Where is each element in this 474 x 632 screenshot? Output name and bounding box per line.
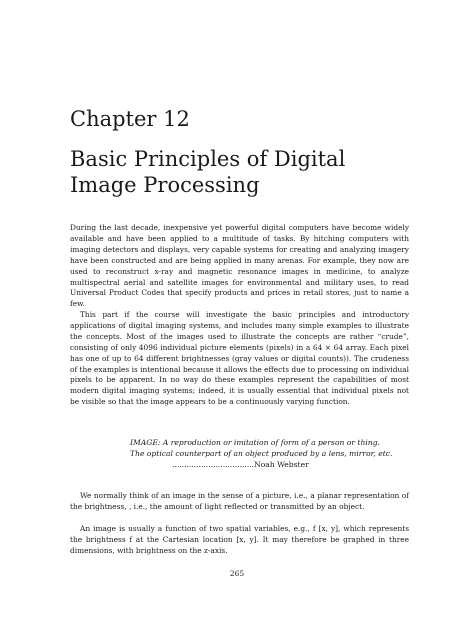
epigraph-quote: [130, 438, 400, 470]
quote-line: IMAGE: A reproduction or imitation of form of a person or thing.: [130, 438, 380, 447]
quote-line: The optical counterpart of an object produced by a lens, mirror, etc.: [130, 448, 393, 458]
quote-attribution: ..................................Noah Webster: [172, 459, 309, 469]
chapter-label: Chapter 12: [70, 107, 190, 131]
page-number: 265: [229, 569, 245, 578]
chapter-title: Basic Principles of Digital Image Processing: [70, 147, 346, 197]
body-paragraph: We normally think of an image in the sense of a picture, i.e., a planar representation of the brightness, , i.e., the amount of light reflected or transmitted by an object.: [70, 491, 409, 511]
body-paragraph: During the last decade, inexpensive yet powerful digital computers have become widely available and have been applied to a multitude of tasks. By hitching computers with imaging detectors and displays, very capable systems for creating and analyzing imagery have been constructed and are being applied in many arenas. For example, they now are used to reconstruct x-ray and magnetic resonance images in medicine, to analyze multispectral aerial and satellite images for environmental and military uses, to read Universal Product Codes that specify products and prices in retail stores, just to name a few.: [70, 223, 409, 309]
body-paragraph: This part if the course will investigate the basic principles and introductory applications of digital imaging systems, and includes many simple examples to illustrate the concepts. Most of the images used to illustrate the concepts are rather “crude”, consisting of only 4096 individual picture elements (pixels) in a 64 × 64 array. Each pixel has one of up to 64 different brightnesses (gray values or digital counts)). The crudeness of the examples is intentional because it allows the effects due to processing on individual pixels to be apparent. In no way do these examples represent the capabilities of most modern digital imaging systems; indeed, it is usually essential that individual pixels not be visible so that the image appears to be a continuously varying function.: [70, 310, 409, 407]
body-paragraph: An image is usually a function of two spatial variables, e.g., f [x, y], which represents the brightness f at the Cartesian location [x, y]. It may therefore be graphed in three dimensions, with brightness on the z-axis.: [70, 524, 409, 555]
